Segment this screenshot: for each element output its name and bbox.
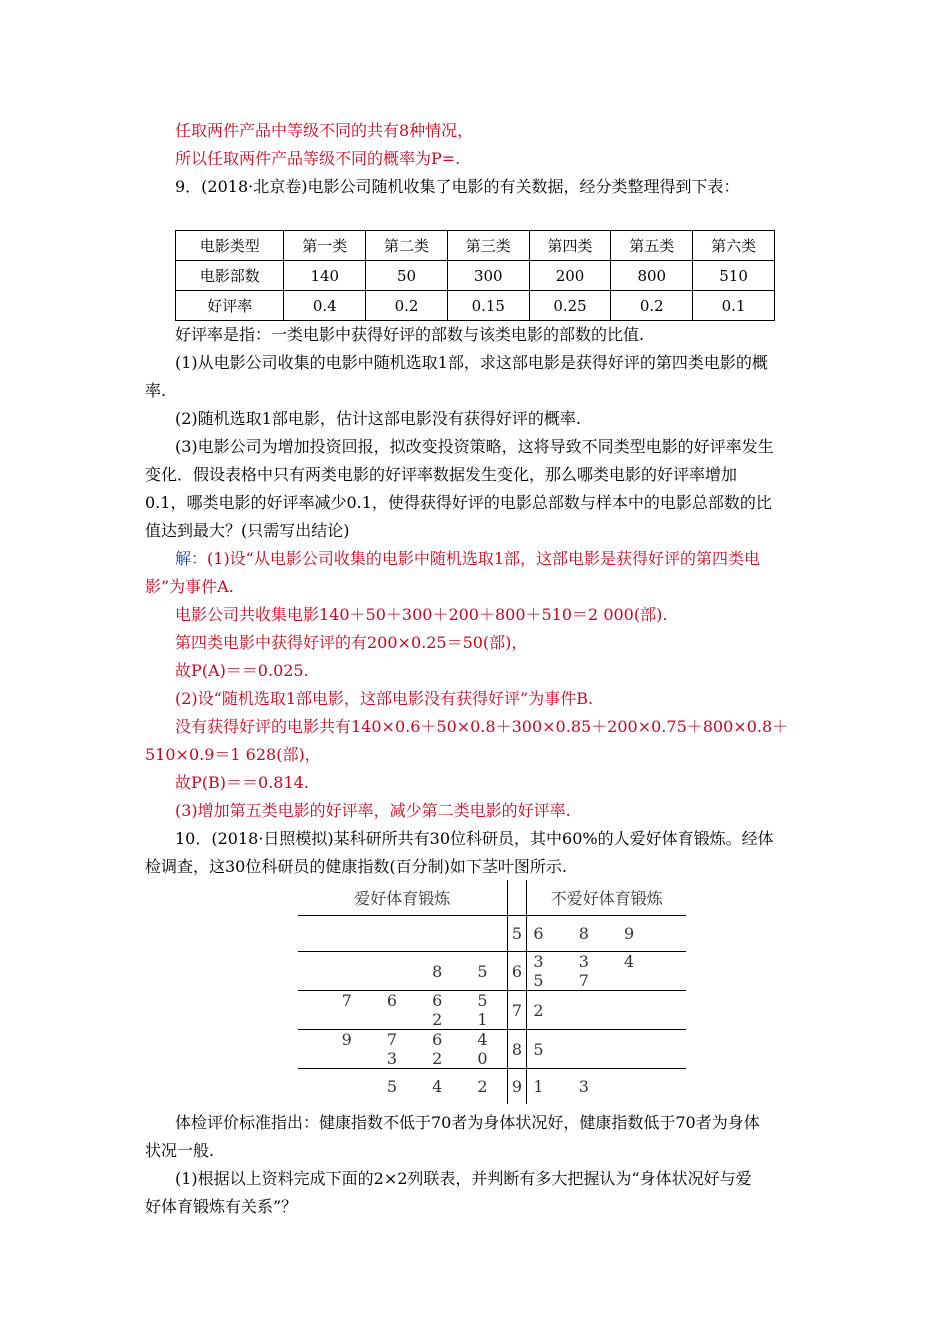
q9-solution-line2: 影”为事件A. [145, 577, 234, 596]
stem-row [298, 916, 686, 952]
stem-row [298, 952, 686, 991]
table-cell: 510 [693, 261, 775, 291]
table-cell: 0.25 [529, 291, 611, 321]
table-cell: 第二类 [366, 231, 448, 261]
left-leaves: 7 6 6 5 2 1 [298, 991, 507, 1030]
right-leaves: 2 [527, 991, 686, 1030]
table-cell: 140 [284, 261, 366, 291]
right-leaves: 1 3 [527, 1069, 686, 1105]
stem-row [298, 1030, 686, 1069]
q9-part3-line4: 值达到最大？(只需写出结论) [145, 521, 350, 540]
intro-line-2: 所以任取两件产品等级不同的概率为P=. [175, 149, 461, 168]
solution-text: (1)设“从电影公司收集的电影中随机选取1部，这部电影是获得好评的第四类电 [207, 549, 761, 568]
table-cell: 电影类型 [176, 231, 284, 261]
q10-eval-line1: 体检评价标准指出：健康指数不低于70者为身体状况好，健康指数低于70者为身体 [175, 1113, 760, 1132]
stem-value: 9 [507, 1069, 527, 1105]
table-cell: 50 [366, 261, 448, 291]
q9-solution-line10: (3)增加第五类电影的好评率，减少第二类电影的好评率. [175, 801, 571, 820]
q9-note: 好评率是指：一类电影中获得好评的部数与该类电影的部数的比值. [175, 325, 645, 344]
left-leaves [298, 916, 507, 952]
stem-value: 8 [507, 1030, 527, 1069]
table-row [176, 291, 775, 321]
stem-header-blank [507, 880, 527, 916]
left-leaves: 5 4 2 [298, 1069, 507, 1105]
stem-value: 6 [507, 952, 527, 991]
table-cell: 0.1 [693, 291, 775, 321]
table-row [176, 231, 775, 261]
q10-part1-line1: (1)根据以上资料完成下面的2×2列联表，并判断有多大把握认为“身体状况好与爱 [175, 1169, 752, 1188]
q9-part1-line1: (1)从电影公司收集的电影中随机选取1部，求这部电影是获得好评的第四类电影的概 [175, 353, 768, 372]
q9-solution-line1 [175, 548, 760, 570]
intro-line-1: 任取两件产品中等级不同的共有8种情况， [175, 121, 474, 140]
table-cell: 200 [529, 261, 611, 291]
left-leaves: 8 5 [298, 952, 507, 991]
movie-data-table [175, 230, 775, 321]
q10-eval-line2: 状况一般. [145, 1141, 215, 1160]
table-cell: 800 [611, 261, 693, 291]
q9-part1-line2: 率. [145, 381, 167, 400]
stem-value: 5 [507, 916, 527, 952]
left-leaves: 9 7 6 4 3 2 0 [298, 1030, 507, 1069]
q9-part3-line1: (3)电影公司为增加投资回报，拟改变投资策略，这将导致不同类型电影的好评率发生 [175, 437, 774, 456]
q9-solution-line8: 510×0.9＝1 628(部)， [145, 745, 321, 764]
table-cell: 0.4 [284, 291, 366, 321]
q9-part3-line2: 变化．假设表格中只有两类电影的好评率数据发生变化，那么哪类电影的好评率增加 [145, 465, 738, 484]
left-header: 爱好体育锻炼 [298, 880, 507, 916]
stem-row [298, 991, 686, 1030]
table-cell: 电影部数 [176, 261, 284, 291]
table-cell: 第一类 [284, 231, 366, 261]
table-cell: 第六类 [693, 231, 775, 261]
right-leaves: 3 3 4 5 7 [527, 952, 686, 991]
q9-solution-line5: 故P(A)＝＝0.025. [175, 661, 309, 680]
table-cell: 第四类 [529, 231, 611, 261]
stem-leaf-plot [298, 880, 686, 1104]
stem-header-row [298, 880, 686, 916]
solution-label: 解： [175, 549, 208, 568]
q9-part2: (2)随机选取1部电影，估计这部电影没有获得好评的概率. [175, 409, 581, 428]
table-cell: 0.15 [447, 291, 529, 321]
q9-solution-line7: 没有获得好评的电影共有140×0.6＋50×0.8＋300×0.85＋200×0.75＋800×0.8＋ [175, 717, 789, 736]
q9-solution-line6: (2)设“随机选取1部电影，这部电影没有获得好评”为事件B. [175, 689, 594, 708]
right-header: 不爱好体育锻炼 [527, 880, 686, 916]
table-cell: 300 [447, 261, 529, 291]
q10-line1: 10．(2018·日照模拟)某科研所共有30位科研员，其中60%的人爱好体育锻炼。经体 [175, 829, 774, 848]
q9-solution-line9: 故P(B)＝＝0.814. [175, 773, 309, 792]
table-cell: 第五类 [611, 231, 693, 261]
q10-line2: 检调查，这30位科研员的健康指数(百分制)如下茎叶图所示. [145, 857, 567, 876]
q9-header: 9．(2018·北京卷)电影公司随机收集了电影的有关数据，经分类整理得到下表： [175, 177, 740, 196]
q10-part1-line2: 好体育锻炼有关系”？ [145, 1197, 298, 1216]
stem-row [298, 1069, 686, 1105]
table-cell: 好评率 [176, 291, 284, 321]
right-leaves: 6 8 9 [527, 916, 686, 952]
table-cell: 0.2 [611, 291, 693, 321]
table-row [176, 261, 775, 291]
right-leaves: 5 [527, 1030, 686, 1069]
stem-value: 7 [507, 991, 527, 1030]
table-cell: 第三类 [447, 231, 529, 261]
q9-part3-line3: 0.1，哪类电影的好评率减少0.1，使得获得好评的电影总部数与样本中的电影总部数的比 [145, 493, 772, 512]
q9-solution-line4: 第四类电影中获得好评的有200×0.25＝50(部)， [175, 633, 528, 652]
table-cell: 0.2 [366, 291, 448, 321]
q9-solution-line3: 电影公司共收集电影140＋50＋300＋200＋800＋510＝2 000(部). [175, 605, 668, 624]
